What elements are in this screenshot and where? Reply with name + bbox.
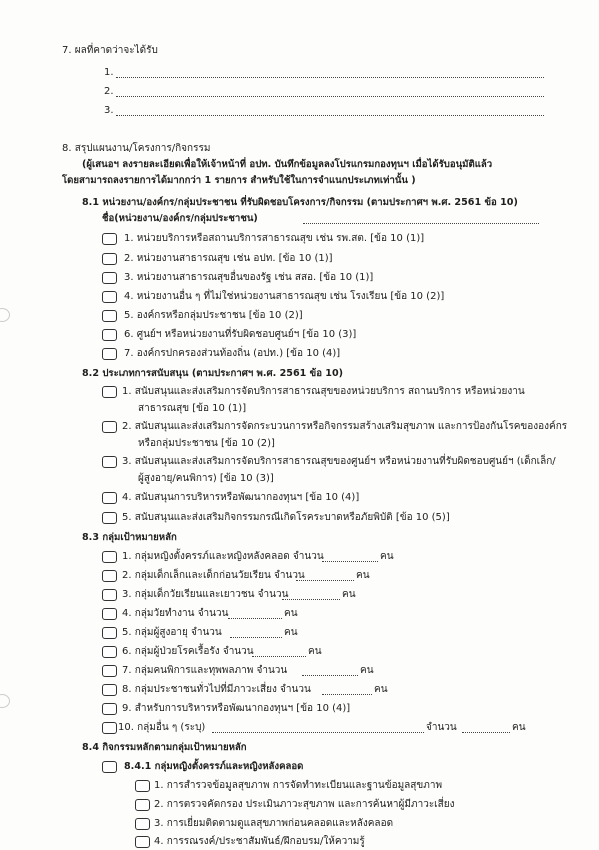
expected-result-3-label: 3.: [104, 105, 114, 116]
target-group-3-count-field[interactable]: [282, 599, 340, 600]
target-group-4-count-field[interactable]: [228, 618, 282, 619]
org-type-5-checkbox[interactable]: [102, 310, 117, 322]
target-group-4-checkbox[interactable]: [102, 608, 117, 620]
target-group-10-count-field[interactable]: [462, 732, 510, 733]
target-group-7-label: 7. กลุ่มคนพิการและทุพพลภาพ จำนวน: [122, 665, 288, 676]
target-group-1-label: 1. กลุ่มหญิงตั้งครรภ์และหญิงหลังคลอด จำนวน: [122, 551, 324, 562]
org-type-7-checkbox[interactable]: [102, 348, 117, 360]
section-8-3-title: 8.3 กลุ่มเป้าหมายหลัก: [82, 532, 177, 543]
section-8-note-line-1: (ผู้เสนอฯ ลงรายละเอียดเพื่อให้เจ้าหน้าที่ อปท. บันทึกข้อมูลลงโปรแกรมกองทุนฯ เมื่อได้รับอนุมัติแล้ว: [82, 159, 493, 170]
activity-group-1-title: 8.4.1 กลุ่มหญิงตั้งครรภ์และหญิงหลังคลอด: [124, 761, 304, 772]
org-type-4-label: 4. หน่วยงานอื่น ๆ ที่ไม่ใช่หน่วยงานสาธารณสุข เช่น โรงเรียน [ข้อ 10 (2)]: [124, 291, 445, 302]
target-group-2-label: 2. กลุ่มเด็กเล็กและเด็กก่อนวัยเรียน จำนวน: [122, 570, 305, 581]
activity-4-label: 4. การรณรงค์/ประชาสัมพันธ์/ฝึกอบรม/ให้ความรู้: [154, 836, 365, 847]
expected-result-3-line[interactable]: [116, 115, 544, 116]
target-group-6-checkbox[interactable]: [102, 646, 117, 658]
target-group-2-unit: คน: [356, 570, 370, 581]
target-group-5-label: 5. กลุ่มผู้สูงอายุ จำนวน: [122, 627, 222, 638]
target-group-5-unit: คน: [284, 627, 298, 638]
target-group-1-count-field[interactable]: [322, 561, 378, 562]
org-type-1-label: 1. หน่วยบริการหรือสถานบริการสาธารณสุข เช่น รพ.สต. [ข้อ 10 (1)]: [124, 233, 425, 244]
support-type-3-label-cont: ผู้สูงอายุ/คนพิการ) [ข้อ 10 (3)]: [138, 473, 274, 484]
org-type-3-label: 3. หน่วยงานสาธารณสุขอื่นของรัฐ เช่น สสอ. [ข้อ 10 (1)]: [124, 272, 374, 283]
target-group-9-checkbox[interactable]: [102, 703, 117, 715]
target-group-4-unit: คน: [284, 608, 298, 619]
target-group-3-unit: คน: [342, 589, 356, 600]
punch-hole: [0, 694, 10, 708]
target-group-10-count-label: จำนวน: [426, 722, 457, 733]
target-group-8-checkbox[interactable]: [102, 684, 117, 696]
org-type-6-checkbox[interactable]: [102, 329, 117, 341]
org-type-1-checkbox[interactable]: [102, 233, 117, 245]
org-type-7-label: 7. องค์กรปกครองส่วนท้องถิ่น (อปท.) [ข้อ 10 (4)]: [124, 348, 341, 359]
target-group-3-checkbox[interactable]: [102, 589, 117, 601]
activity-group-1-checkbox[interactable]: [102, 761, 117, 773]
support-type-2-label: 2. สนับสนุนและส่งเสริมการจัดกระบวนการหรือกิจกรรมสร้างเสริมสุขภาพ และการป้องกันโรคขององค์กร: [122, 421, 568, 432]
target-group-7-unit: คน: [360, 665, 374, 676]
target-group-6-unit: คน: [308, 646, 322, 657]
support-type-4-checkbox[interactable]: [102, 492, 117, 504]
expected-result-1-line[interactable]: [116, 77, 544, 78]
support-type-1-label-cont: สาธารณสุข [ข้อ 10 (1)]: [138, 403, 247, 414]
activity-2-checkbox[interactable]: [135, 799, 150, 811]
target-group-7-checkbox[interactable]: [102, 665, 117, 677]
target-group-10-unit: คน: [512, 722, 526, 733]
section-8-4-title: 8.4 กิจกรรมหลักตามกลุ่มเป้าหมายหลัก: [82, 742, 247, 753]
target-group-3-label: 3. กลุ่มเด็กวัยเรียนและเยาวชน จำนวน: [122, 589, 289, 600]
expected-result-2-line[interactable]: [116, 96, 544, 97]
org-type-2-label: 2. หน่วยงานสาธารณสุข เช่น อปท. [ข้อ 10 (1)]: [124, 253, 333, 264]
support-type-5-checkbox[interactable]: [102, 512, 117, 524]
support-type-2-checkbox[interactable]: [102, 421, 117, 433]
activity-1-checkbox[interactable]: [135, 780, 150, 792]
support-type-4-label: 4. สนับสนุนการบริหารหรือพัฒนากองทุนฯ [ข้อ 10 (4)]: [122, 492, 360, 503]
activity-4-checkbox[interactable]: [135, 836, 150, 848]
support-type-3-label: 3. สนับสนุนและส่งเสริมการจัดบริการสาธารณสุขของศูนย์ฯ หรือหน่วยงานที่รับผิดชอบศูนย์ฯ (เด็กเล็ก/: [122, 456, 556, 467]
expected-result-2-label: 2.: [104, 86, 114, 97]
activity-1-label: 1. การสำรวจข้อมูลสุขภาพ การจัดทำทะเบียนและฐานข้อมูลสุขภาพ: [154, 780, 443, 791]
target-group-2-checkbox[interactable]: [102, 570, 117, 582]
org-type-2-checkbox[interactable]: [102, 253, 117, 265]
expected-result-1-label: 1.: [104, 67, 114, 78]
org-type-6-label: 6. ศูนย์ฯ หรือหน่วยงานที่รับผิดชอบศูนย์ฯ [ข้อ 10 (3)]: [124, 329, 357, 340]
activity-3-label: 3. การเยี่ยมติดตามดูแลสุขภาพก่อนคลอดและหลังคลอด: [154, 818, 394, 829]
section-8-2-title: 8.2 ประเภทการสนับสนุน (ตามประกาศฯ พ.ศ. 2561 ข้อ 10): [82, 368, 344, 379]
target-group-6-count-field[interactable]: [252, 656, 306, 657]
support-type-2-label-cont: หรือกลุ่มประชาชน [ข้อ 10 (2)]: [138, 438, 275, 449]
target-group-7-count-field[interactable]: [302, 675, 358, 676]
org-type-4-checkbox[interactable]: [102, 291, 117, 303]
target-group-1-unit: คน: [380, 551, 394, 562]
support-type-1-checkbox[interactable]: [102, 386, 117, 398]
section-8-note-line-2: โดยสามารถลงรายการได้มากกว่า 1 รายการ สำหรับใช้ในการจำแนกประเภทเท่านั้น ): [62, 175, 416, 186]
target-group-9-label: 9. สำหรับการบริหารหรือพัฒนากองทุนฯ [ข้อ 10 (4)]: [122, 703, 351, 714]
org-type-3-checkbox[interactable]: [102, 272, 117, 284]
organization-name-field[interactable]: [303, 223, 539, 224]
target-group-5-count-field[interactable]: [230, 637, 282, 638]
target-group-10-label: 10. กลุ่มอื่น ๆ (ระบุ): [118, 722, 206, 733]
target-group-8-label: 8. กลุ่มประชาชนทั่วไปที่มีภาวะเสี่ยง จำนวน: [122, 684, 311, 695]
support-type-1-label: 1. สนับสนุนและส่งเสริมการจัดบริการสาธารณสุขของหน่วยบริการ สถานบริการ หรือหน่วยงาน: [122, 386, 525, 397]
target-group-8-unit: คน: [374, 684, 388, 695]
target-group-1-checkbox[interactable]: [102, 551, 117, 563]
activity-2-label: 2. การตรวจคัดกรอง ประเมินภาวะสุขภาพ และการค้นหาผู้มีภาวะเสี่ยง: [154, 799, 455, 810]
target-group-10-checkbox[interactable]: [102, 722, 117, 734]
section-8-title: 8. สรุปแผนงาน/โครงการ/กิจกรรม: [62, 143, 211, 154]
activity-3-checkbox[interactable]: [135, 818, 150, 830]
punch-hole: [0, 308, 10, 322]
target-group-2-count-field[interactable]: [296, 580, 354, 581]
section-8-1-title: 8.1 หน่วยงาน/องค์กร/กลุ่มประชาชน ที่รับผิดชอบโครงการ/กิจกรรม (ตามประกาศฯ พ.ศ. 2561 ข้อ 10): [82, 197, 518, 208]
org-type-5-label: 5. องค์กรหรือกลุ่มประชาชน [ข้อ 10 (2)]: [124, 310, 303, 321]
target-group-8-count-field[interactable]: [322, 694, 372, 695]
support-type-3-checkbox[interactable]: [102, 456, 117, 468]
organization-name-label: ชื่อ(หน่วยงาน/องค์กร/กลุ่มประชาชน): [102, 213, 258, 224]
target-group-10-specify-field[interactable]: [212, 732, 424, 733]
support-type-5-label: 5. สนับสนุนและส่งเสริมกิจกรรมกรณีเกิดโรคระบาดหรือภัยพิบัติ [ข้อ 10 (5)]: [122, 512, 450, 523]
target-group-5-checkbox[interactable]: [102, 627, 117, 639]
target-group-4-label: 4. กลุ่มวัยทำงาน จำนวน: [122, 608, 229, 619]
section-7-title: 7. ผลที่คาดว่าจะได้รับ: [62, 45, 158, 56]
target-group-6-label: 6. กลุ่มผู้ป่วยโรคเรื้อรัง จำนวน: [122, 646, 254, 657]
